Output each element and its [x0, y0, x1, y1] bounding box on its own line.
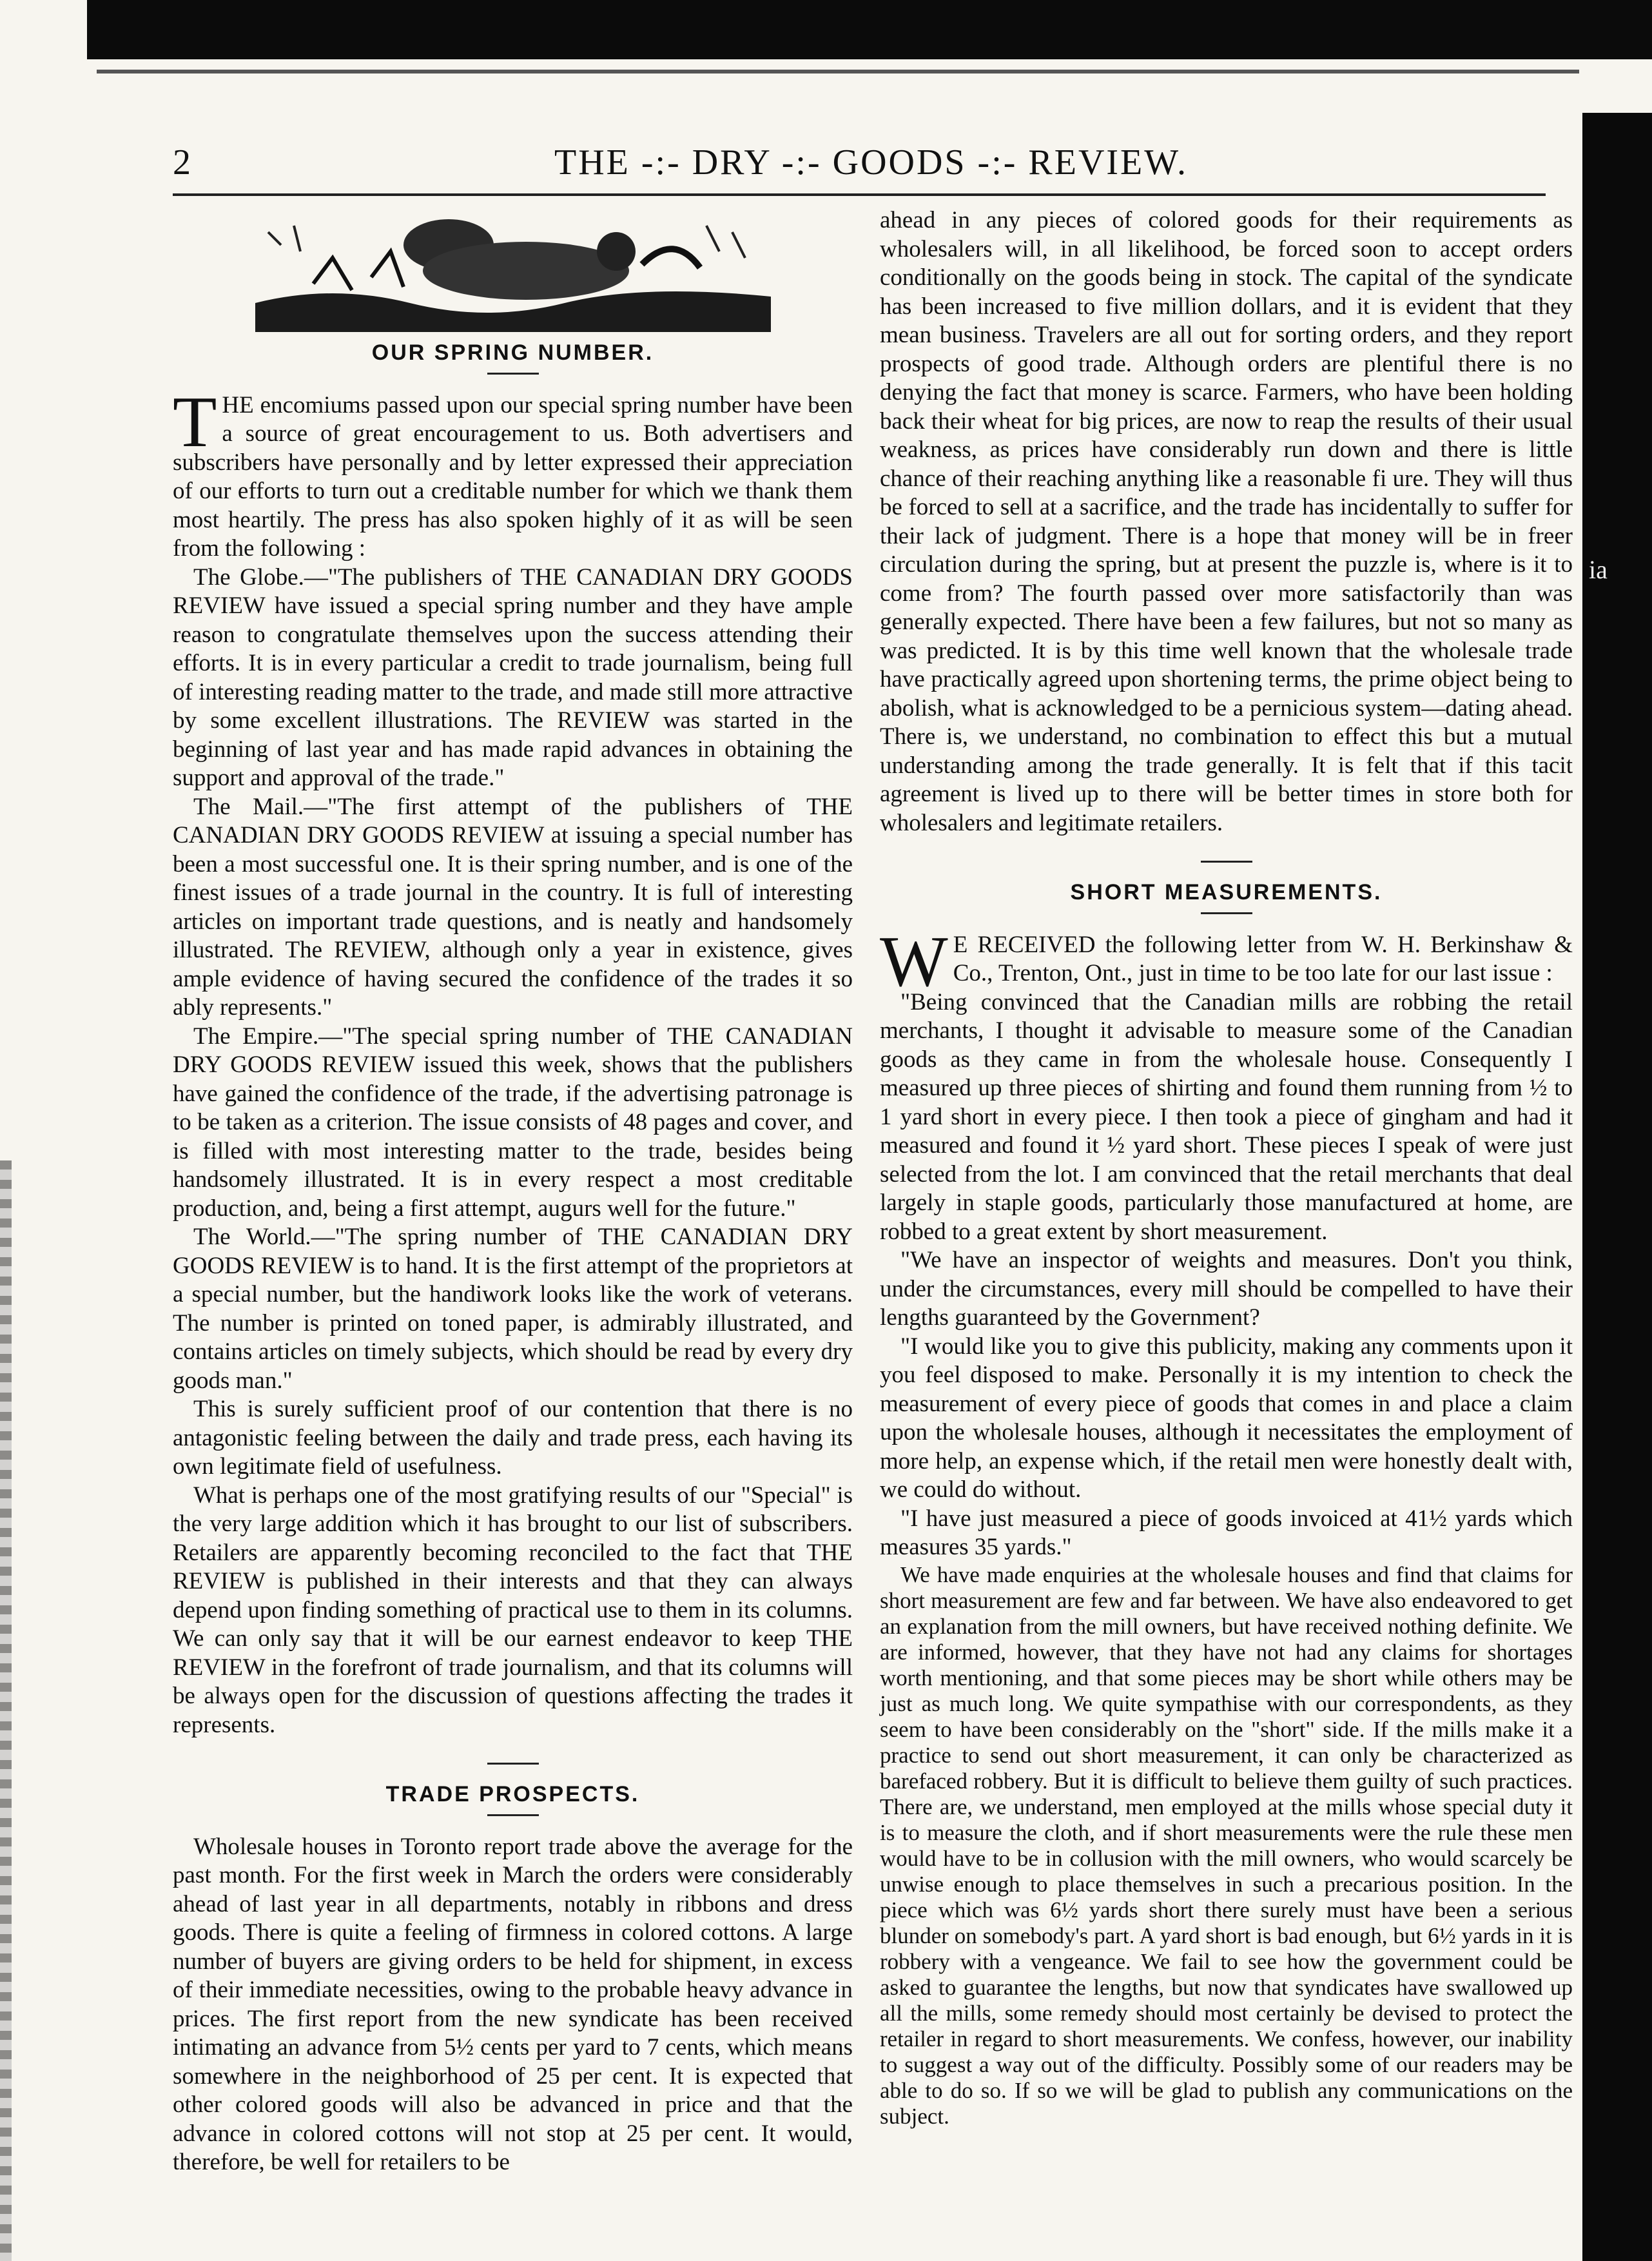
article-paragraph: "I would like you to give this publicity, making any comments upon it you feel disposed to make. Personally it is my intention to check the measurement of every piece of goods that comes in and place a claim upon the wholesale houses, although it necessitates the employment of more help, an expense which, if the retail men were honestly dealt with, we could do without.	[880, 1333, 1573, 1503]
article-paragraph: This is surely sufficient proof of our contention that there is no antagonistic feeling between the daily and trade press, each having its own legitimate field of usefulness.	[173, 1396, 853, 1480]
title-rule	[1201, 912, 1252, 914]
article-paragraph: THE encomiums passed upon our special spring number have been a source of great encouragement to us. Both advertisers and subscribers have personally and by letter expressed their appreciation of our efforts to turn out a creditable number for which we thank them most heartily. The press has also spoken highly of it as will be seen from the following :	[173, 382, 853, 562]
scan-right-border	[1582, 113, 1652, 2261]
drop-cap: T	[173, 382, 217, 462]
article-paragraph: "I have just measured a piece of goods invoiced at 41½ yards which measures 35 yards."	[880, 1505, 1573, 1560]
margin-note: ia	[1589, 555, 1608, 584]
article-paragraph: W E RECEIVED the following letter from W. H. Berkinshaw & Co., Trenton, Ont., just in time to be too late for our last issue :	[880, 921, 1573, 1002]
article-paragraph: What is perhaps one of the most gratifying results of our "Special" is the very large addition which it has brought to our list of subscribers. Retailers are apparently becoming reconciled to the fact that THE REVIEW is published in their interests and that they can always depend upon finding something of practical use to them in its columns. We can only say that it will be our earnest endeavor to keep THE REVIEW in the forefront of trade journalism, and that its columns will be always open for the discussion of questions affecting the trades it represents.	[173, 1482, 853, 1738]
article-paragraph: Wholesale houses in Toronto report trade above the average for the past month. For the first week in March the orders were considerably ahead of last year in all departments, notably in ribbons and dress goods. There is quite a feeling of firmness in colored cottons. A large number of buyers are giving orders to be held for shipment, in excess of their immediate necessities, owing to the probable heavy advance in prices. The first report from the new syndicate has been received intimating an advance from 5½ cents per yard to 7 cents, which means somewhere in the neighborhood of 25 per cent. It is expected that other colored goods will also be advanced in price and that the advance in colored cottons will not stop at 25 per cent. It would, therefore, be well for retailers to be	[173, 1833, 853, 2175]
page-number: 2	[173, 142, 191, 182]
section-rule	[1201, 861, 1252, 863]
right-column	[880, 206, 1573, 2129]
article-paragraph-continued: ahead in any pieces of colored goods for their requirements as wholesalers will, in all likelihood, be forced soon to accept orders conditionally on the goods being in stock. The capital of the syndicate has been increased to five million dollars, and it is evident that they mean business. Travelers are all out for sorting orders, and they report prospects of good trade. Although orders are plentiful there is no denying the fact that money is scarce. Farmers, who have been holding back their wheat for big prices, are now to reap the results of their usual weakness, as prices have considerably run down and there is little chance of their reaching anything like a reasonable fi ure. They will thus be forced to sell at a sacrifice, and the trade has incidentally to suffer for their lack of judgment. There is a hope that money will be in freer circulation during the spring, but at present the puzzle is, where is it to come from? The fourth passed over more satisfactorily than was generally expected. There have been a few failures, but not so many as was predicted. It is by this time well known that the wholesale trade have practically agreed upon shortening terms, the prime object being to abolish, what is acknowledged to be a pernicious system—dating ahead. There is, we understand, no combination to effect this but a mutual understanding among the trade generally. It is felt that if this tacit agreement is lived up to there will be better times in store both for wholesalers and legitimate retailers.	[880, 207, 1573, 836]
article-paragraph: The World.—"The spring number of THE CANADIAN DRY GOODS REVIEW is to hand. It is the first attempt of the proprietors at a special number, but the handiwork looks like the work of veterans. The number is printed on toned paper, is admirably illustrated, and contains articles on timely subjects, which should be read by every dry goods man."	[173, 1224, 853, 1394]
scan-top-rule	[97, 70, 1579, 73]
title-rule	[487, 373, 539, 375]
scan-top-border	[87, 0, 1652, 59]
article-title-spring-number: OUR SPRING NUMBER.	[371, 340, 654, 365]
scan-left-edge	[0, 1160, 12, 2261]
article-title-trade-prospects: TRADE PROSPECTS.	[385, 1782, 640, 1806]
article-paragraph: "We have an inspector of weights and measures. Don't you think, under the circumstances, every mill should be compelled to have their lengths guaranteed by the Government?	[880, 1247, 1573, 1331]
article-paragraph: We have made enquiries at the wholesale houses and find that claims for short measurement are few and far between. We have also endeavored to get an explanation from the mill owners, but have received nothing definite. We are informed, however, that they have not had any claims for shortages worth mentioning, and that some pieces may be short while others may be just as much long. We quite sympathise with our correspondents, as they seem to have been considerably on the "short" side. If the mills make it a practice to send out short measurement, it can only be characterized as barefaced robbery. But it is difficult to believe them guilty of such practices. There are, we understand, men employed at the mills whose special duty it is to measure the cloth, and if short measurements were the rule these men would have to be in collusion with the mill owners, who would scarcely be unwise enough to place themselves in such a precarious position. In the piece which was 6½ yards short there surely must have been a serious blunder on somebody's part. A yard short is bad enough, but 6½ yards in it is robbery with a vengeance. We fail to see how the government could be asked to guarantee the lengths, but now that syndicates have swallowed up all the mills, some remedy should most certainly be devised to protect the retailer in regard to short measurements. We confess, however, our inability to suggest a way out of the difficulty. Possibly some of our readers may be able to do so. If so we will be glad to publish any communications on the subject.	[880, 1561, 1573, 2129]
article-paragraph: "Being convinced that the Canadian mills are robbing the retail merchants, I thought it advisable to measure some of the Canadian goods as they came in from the wholesale house. Consequently I measured up three pieces of shirting and found them running from ½ to 1 yard short in every piece. I then took a piece of gingham and had it measured and found it ½ yard short. These pieces I speak of were just selected from the lot. I am convinced that the retail merchants that deal largely in staple goods, particularly those manufactured at home, are robbed to a great extent by short measurement.	[880, 988, 1573, 1245]
article-title-short-measurements: SHORT MEASUREMENTS.	[1070, 880, 1383, 905]
article-paragraph: The Empire.—"The special spring number of THE CANADIAN DRY GOODS REVIEW issued this week, shows that the publishers have gained the confidence of the trade, if the advertising patronage is to be taken as a criterion. The issue consists of 48 pages and cover, and is filled with most interesting matter to the trade, besides being handsomely illustrated. It is in every respect a most creditable production, and, being a first attempt, augurs well for the future."	[173, 1023, 853, 1222]
running-title: THE -:- DRY -:- GOODS -:- REVIEW.	[554, 142, 1188, 182]
drop-cap: W	[880, 921, 948, 1002]
spring-vignette-illustration	[255, 206, 771, 332]
header-rule	[173, 193, 1546, 196]
left-column	[173, 206, 853, 2177]
article-paragraph: The Mail.—"The first attempt of the publishers of THE CANADIAN DRY GOODS REVIEW at issuing a special number has been a most successful one. It is their spring number, and is one of the finest issues of a trade journal in the country. It is full of interesting articles on important trade questions, and is neatly and handsomely illustrated. The REVIEW, although only a year in existence, gives ample evidence of having secured the confidence of the trades it so ably represents."	[173, 793, 853, 1021]
section-rule	[487, 1763, 539, 1765]
article-paragraph: The Globe.—"The publishers of THE CANADIAN DRY GOODS REVIEW have issued a special spring number and they have ample reason to congratulate themselves upon the success attending their efforts. It is in every particular a credit to trade journalism, being full of interesting reading matter to the trade, and made still more attractive by some excellent illustrations. The REVIEW was started in the beginning of last year and has made rapid advances in obtaining the support and approval of the trade."	[173, 563, 853, 791]
title-rule	[487, 1814, 539, 1816]
